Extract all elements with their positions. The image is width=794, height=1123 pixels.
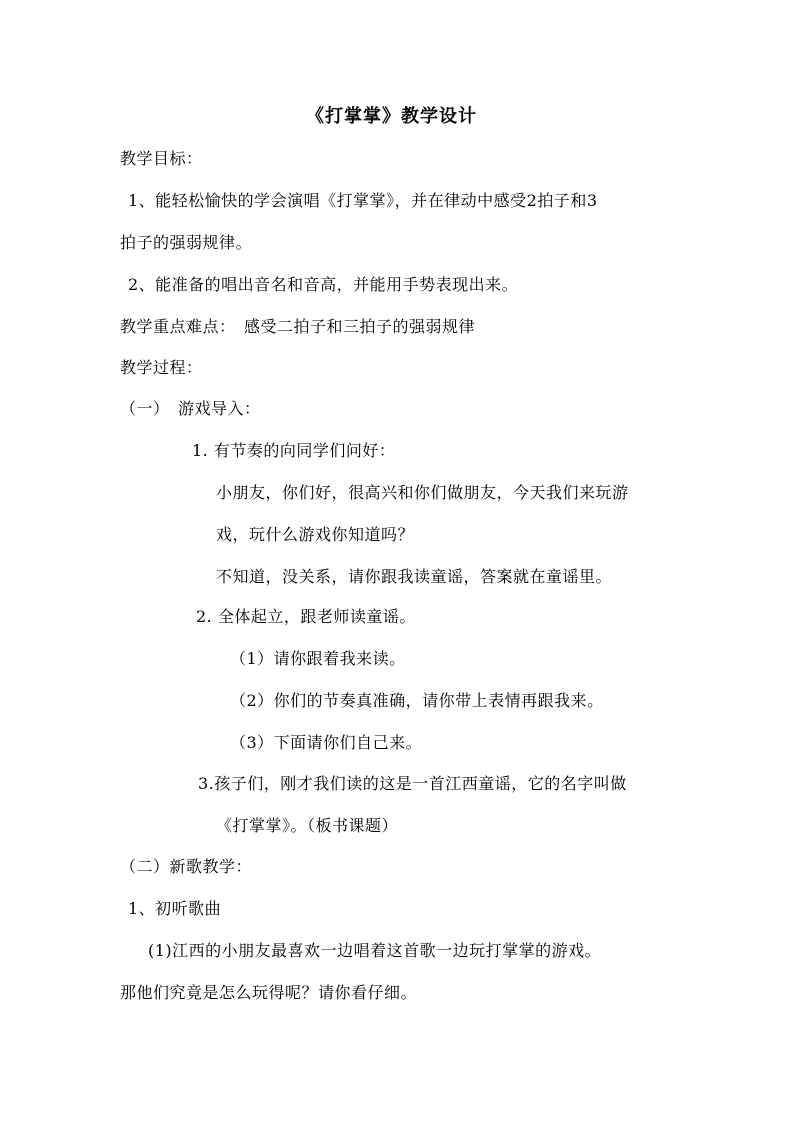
goals-heading: 教学目标： <box>120 149 203 168</box>
step-2-sub-3: （3）下面请你们自己来。 <box>230 733 423 752</box>
sub-1-text-line-1: (1)江西的小朋友最喜欢一边唱着这首歌一边玩打掌掌的游戏。 <box>148 941 602 960</box>
step-1: 1. 有节奏的向同学们问好： <box>192 441 396 460</box>
process-heading: 教学过程： <box>120 358 203 377</box>
section-2-heading: （二）新歌教学： <box>120 857 253 876</box>
step-1-text-1: 小朋友，你们好，很高兴和你们做朋友，今天我们来玩游 <box>216 483 629 502</box>
document-title: 《打掌掌》教学设计 <box>306 106 477 127</box>
sub-1-text-line-2: 那他们究竟是怎么玩得呢？请你看仔细。 <box>120 983 418 1002</box>
step-3-line-1: 3.孩子们，刚才我们读的这是一首江西童谣，它的名字叫做 <box>198 774 627 793</box>
step-3-line-2: 《打掌掌》。（板书课题） <box>216 816 399 835</box>
goal-1-line-2: 拍子的强弱规律。 <box>120 233 253 252</box>
section-1-heading: （一） 游戏导入： <box>120 399 261 418</box>
key-points: 教学重点难点： 感受二拍子和三拍子的强弱规律 <box>120 317 476 336</box>
goal-1-line-1: 1、能轻松愉快的学会演唱《打掌掌》，并在律动中感受2拍子和3 <box>128 191 598 210</box>
step-2-sub-2: （2）你们的节奏真准确，请你带上表情再跟我来。 <box>230 691 604 710</box>
step-1-text-2: 戏，玩什么游戏你知道吗？ <box>216 525 415 544</box>
step-2: 2. 全体起立，跟老师读童谣。 <box>196 607 416 626</box>
step-1-text-3: 不知道，没关系，请你跟我读童谣，答案就在童谣里。 <box>216 567 613 586</box>
goal-2: 2、能准备的唱出音名和音高，并能用手势表现出来。 <box>128 275 519 294</box>
sub-1-heading: 1、初听歌曲 <box>128 899 222 918</box>
step-2-sub-1: （1）请你跟着我来读。 <box>230 649 406 668</box>
